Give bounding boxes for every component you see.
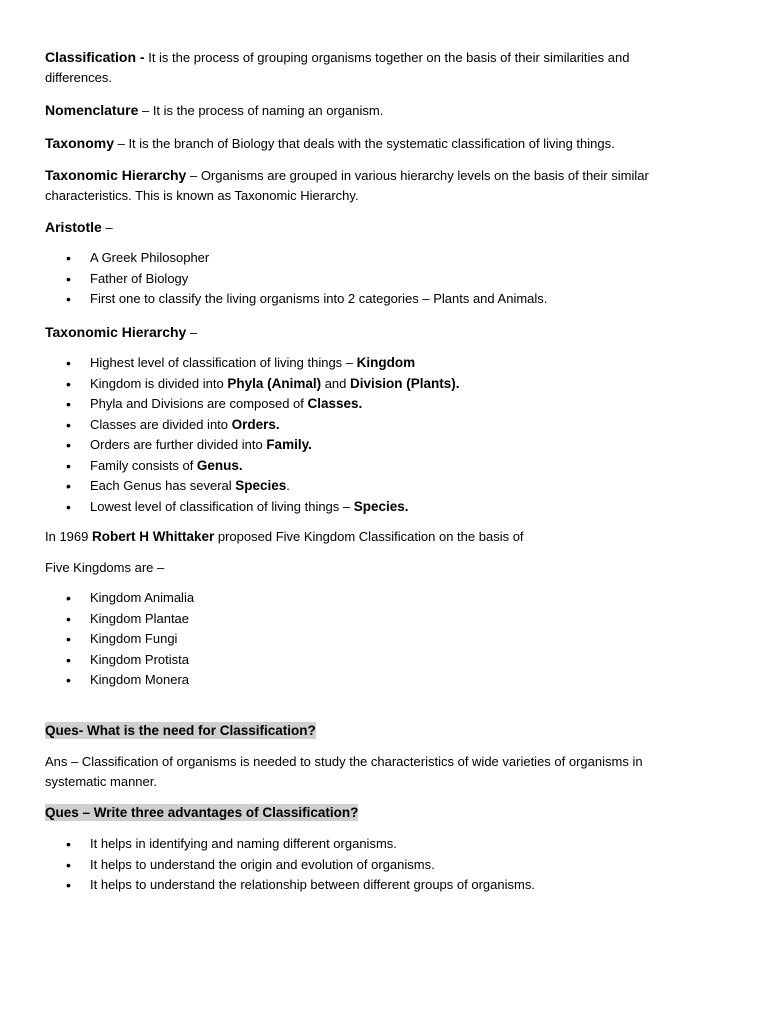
list-item: • It helps in identifying and naming different organisms. — [45, 834, 685, 855]
item-text: . — [286, 478, 290, 493]
term-nomenclature: Nomenclature — [45, 102, 139, 118]
question-highlight: Ques- What is the need for Classification? — [45, 723, 316, 738]
item-bold: Kingdom — [356, 355, 416, 370]
definition-classification — [45, 47, 685, 88]
item-text: Phyla and Divisions are composed of — [90, 396, 308, 411]
list-item — [45, 476, 685, 497]
item-text: Highest level of classification of living things – — [90, 355, 357, 370]
question-2 — [45, 803, 685, 823]
list-item: • Kingdom Fungi — [45, 629, 685, 650]
item-text: Each Genus has several — [90, 478, 236, 493]
advantages-list — [45, 834, 685, 896]
hierarchy-list — [45, 353, 685, 517]
question-1 — [45, 721, 685, 741]
definition-taxonomy — [45, 133, 685, 154]
list-item — [45, 394, 685, 415]
list-item: • It helps to understand the origin and evolution of organisms. — [45, 855, 685, 876]
term-taxonomy: Taxonomy — [45, 135, 114, 151]
list-item — [45, 353, 685, 374]
list-item — [45, 456, 685, 477]
item-text: . — [455, 375, 460, 391]
item-text: Family consists of — [90, 457, 197, 473]
item-bold: Family. — [266, 437, 312, 452]
term-classification: Classification - — [45, 49, 145, 65]
item-bold: Species — [235, 478, 287, 493]
definition-text: – It is the process of naming an organism. — [138, 103, 384, 118]
item-bold: Classes. — [307, 396, 363, 411]
definition-nomenclature — [45, 100, 685, 121]
whittaker-paragraph — [45, 527, 685, 547]
definition-taxonomic-hierarchy — [45, 165, 685, 206]
item-bold: Genus. — [196, 457, 243, 473]
section-heading-taxonomic-hierarchy — [45, 322, 685, 343]
paragraph-text: proposed Five Kingdom Classification on the basis of — [214, 529, 524, 544]
aristotle-list — [45, 248, 685, 310]
item-bold: Division (Plants) — [350, 375, 456, 391]
item-text: Kingdom is divided into — [90, 375, 228, 391]
question-highlight: Ques – Write three advantages of Classification? — [45, 805, 359, 820]
list-item: • Kingdom Plantae — [45, 609, 685, 630]
list-item: • First one to classify the living organisms into 2 categories – Plants and Animals. — [45, 289, 685, 310]
heading-text: Taxonomic Hierarchy — [45, 324, 187, 340]
five-kingdoms-intro: Five Kingdoms are – — [45, 560, 165, 575]
list-item — [45, 497, 685, 518]
list-item: • A Greek Philosopher — [45, 248, 685, 269]
term-taxonomic-hierarchy: Taxonomic Hierarchy — [45, 167, 187, 183]
item-text: and — [321, 375, 351, 391]
five-kingdoms-list — [45, 588, 685, 691]
heading-dash: – — [101, 220, 113, 235]
definition-text: – Organisms are grouped in various hierarchy levels on the basis of their similar characteristics. This is known as Taxonomic Hierarchy. — [45, 168, 649, 203]
paragraph-text: In 1969 — [45, 529, 92, 544]
heading-text: Aristotle — [45, 219, 102, 235]
item-bold: Phyla (Animal) — [227, 375, 322, 391]
item-bold: Species. — [353, 498, 409, 514]
list-item — [45, 435, 685, 456]
item-text: Classes are divided into — [90, 416, 232, 432]
list-item: • Kingdom Animalia — [45, 588, 685, 609]
definition-text: – It is the branch of Biology that deals with the systematic classification of living things. — [113, 136, 615, 151]
heading-dash: – — [186, 325, 198, 340]
list-item: • Kingdom Monera — [45, 670, 685, 691]
item-bold: Orders. — [231, 416, 280, 432]
list-item — [45, 415, 685, 436]
list-item — [45, 374, 685, 395]
item-text: Lowest level of classification of living things – — [90, 498, 354, 514]
definition-text: It is the process of grouping organisms together on the basis of their similarities and differences. — [45, 50, 630, 85]
item-text: Orders are further divided into — [90, 437, 267, 452]
list-item: • Kingdom Protista — [45, 650, 685, 671]
section-heading-aristotle — [45, 217, 685, 238]
list-item: • It helps to understand the relationship between different groups of organisms. — [45, 875, 685, 896]
list-item: • Father of Biology — [45, 269, 685, 290]
answer-1: Ans – Classification of organisms is needed to study the characteristics of wide varieties of organisms in systematic manner. — [45, 754, 643, 789]
scientist-name: Robert H Whittaker — [92, 529, 215, 544]
